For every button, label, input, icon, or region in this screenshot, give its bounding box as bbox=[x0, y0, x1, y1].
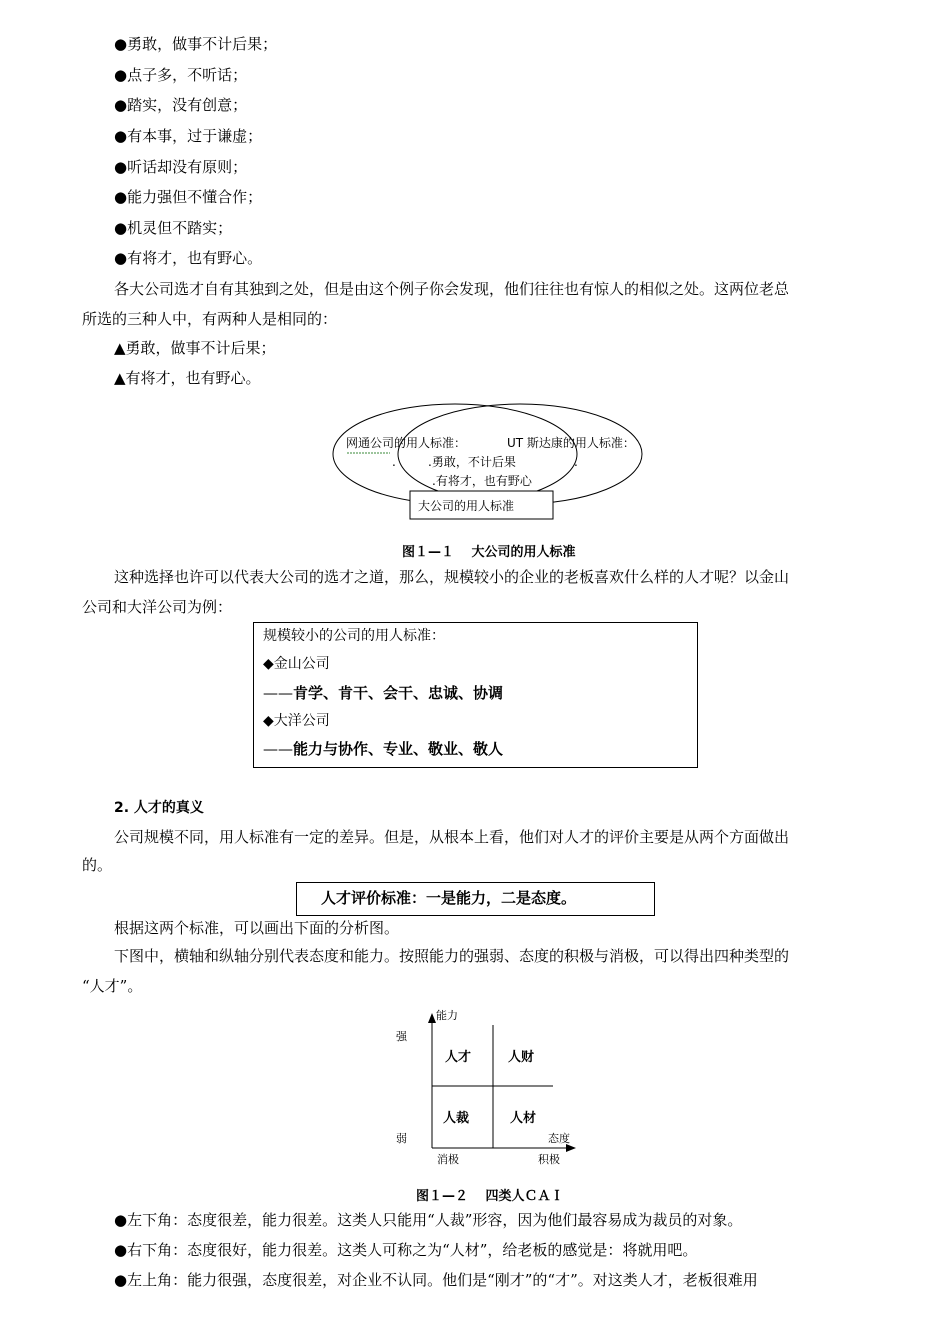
company-traits: 能力与协作、专业、敬业、敬人 bbox=[293, 740, 504, 758]
paragraph-line: 所选的三种人中，有两种人是相同的： bbox=[82, 310, 338, 328]
section-heading: 2. 人才的真义 bbox=[114, 800, 204, 816]
paragraph-line: 下图中，横轴和纵轴分别代表态度和能力。按照能力的强弱、态度的积极与消极，可以得出四种类型的 bbox=[114, 947, 790, 965]
company-name: ◆金山公司 bbox=[263, 656, 330, 672]
venn-diagram bbox=[320, 398, 660, 526]
bullet-item: ●勇敢，做事不计后果； bbox=[114, 35, 278, 53]
dash: —— bbox=[263, 684, 293, 702]
paragraph-line: “人才”。 bbox=[82, 977, 143, 995]
strong-label: 强 bbox=[396, 1030, 407, 1043]
negative-label: 消极 bbox=[437, 1153, 459, 1166]
x-axis-label: 态度 bbox=[548, 1132, 570, 1145]
talent-standard-box bbox=[296, 882, 655, 916]
bullet-item: ●踏实，没有创意； bbox=[114, 96, 248, 114]
paragraph-line: 的。 bbox=[82, 856, 113, 874]
paragraph-line: 公司和大洋公司为例： bbox=[82, 598, 233, 616]
venn-right-dot: . bbox=[574, 455, 578, 469]
quadrant-diagram bbox=[390, 1005, 590, 1170]
venn-box-label: 大公司的用人标准 bbox=[418, 499, 515, 513]
paragraph-line: 这种选择也许可以代表大公司的选才之道，那么，规模较小的企业的老板喜欢什么样的人才呢？以金山 bbox=[114, 568, 790, 586]
venn-right-label: UT 斯达康的用人标准： bbox=[507, 436, 635, 450]
venn-left-dot: . bbox=[392, 455, 396, 469]
company-traits-row bbox=[263, 739, 503, 759]
paragraph-line: 公司规模不同，用人标准有一定的差异。但是，从根本上看，他们对人才的评价主要是从两个方面做出 bbox=[114, 828, 790, 846]
quadrant-bottom-right: 人材 bbox=[510, 1111, 537, 1126]
bullet-item: ●有本事，过于谦虚； bbox=[114, 127, 263, 145]
bullet-item: ●有将才，也有野心。 bbox=[114, 249, 263, 267]
weak-label: 弱 bbox=[396, 1132, 407, 1145]
paragraph-line: 各大公司选才自有其独到之处，但是由这个例子你会发现，他们往往也有惊人的相似之处。这两位老总 bbox=[114, 280, 790, 298]
x-axis-arrow bbox=[566, 1144, 576, 1152]
venn-left-label: 网通公司的用人标准： bbox=[346, 436, 467, 450]
venn-center-line1: .勇敢，不计后果 bbox=[428, 455, 516, 469]
bullet-item: ●听话却没有原则； bbox=[114, 158, 248, 176]
box-title: 规模较小的公司的用人标准： bbox=[263, 628, 445, 644]
bullet-item: ●点子多，不听话； bbox=[114, 66, 248, 84]
triangle-item: ▲有将才，也有野心。 bbox=[114, 369, 261, 387]
dash: —— bbox=[263, 740, 293, 758]
left-ellipse bbox=[333, 404, 577, 504]
bullet-item: ●左下角：态度很差，能力很差。这类人只能用“人裁”形容，因为他们最容易成为裁员的对象。 bbox=[114, 1211, 743, 1229]
right-ellipse bbox=[398, 404, 642, 504]
paragraph-line: 根据这两个标准，可以画出下面的分析图。 bbox=[114, 919, 400, 937]
positive-label: 积极 bbox=[538, 1153, 560, 1166]
bullet-item: ●右下角：态度很好，能力很差。这类人可称之为“人材”，给老板的感觉是：将就用吧。 bbox=[114, 1241, 698, 1259]
bullet-item: ●机灵但不踏实； bbox=[114, 219, 233, 237]
y-axis-arrow bbox=[428, 1013, 436, 1023]
figure-caption-1: 图１—１ 大公司的用人标准 bbox=[402, 545, 576, 560]
y-axis-label: 能力 bbox=[436, 1009, 458, 1022]
talent-standard-text: 人才评价标准：一是能力，二是态度。 bbox=[321, 889, 577, 907]
small-company-standards-box bbox=[253, 622, 698, 768]
quadrant-bottom-left: 人裁 bbox=[443, 1111, 470, 1126]
venn-center-line2: .有将才，也有野心 bbox=[432, 474, 532, 488]
figure-caption-2: 图１—２ 四类人ＣＡＩ bbox=[416, 1189, 564, 1204]
quadrant-top-right: 人财 bbox=[508, 1050, 535, 1065]
triangle-item: ▲勇敢，做事不计后果； bbox=[114, 339, 276, 357]
bullet-item: ●左上角：能力很强，态度很差，对企业不认同。他们是“刚才”的“才”。对这类人才，老板很难用 bbox=[114, 1271, 758, 1289]
quadrant-top-left: 人才 bbox=[445, 1050, 472, 1065]
bullet-item: ●能力强但不懂合作； bbox=[114, 188, 263, 206]
company-traits: 肯学、肯干、会干、忠诚、协调 bbox=[293, 684, 504, 702]
company-name: ◆大洋公司 bbox=[263, 713, 330, 729]
company-traits-row bbox=[263, 683, 503, 703]
